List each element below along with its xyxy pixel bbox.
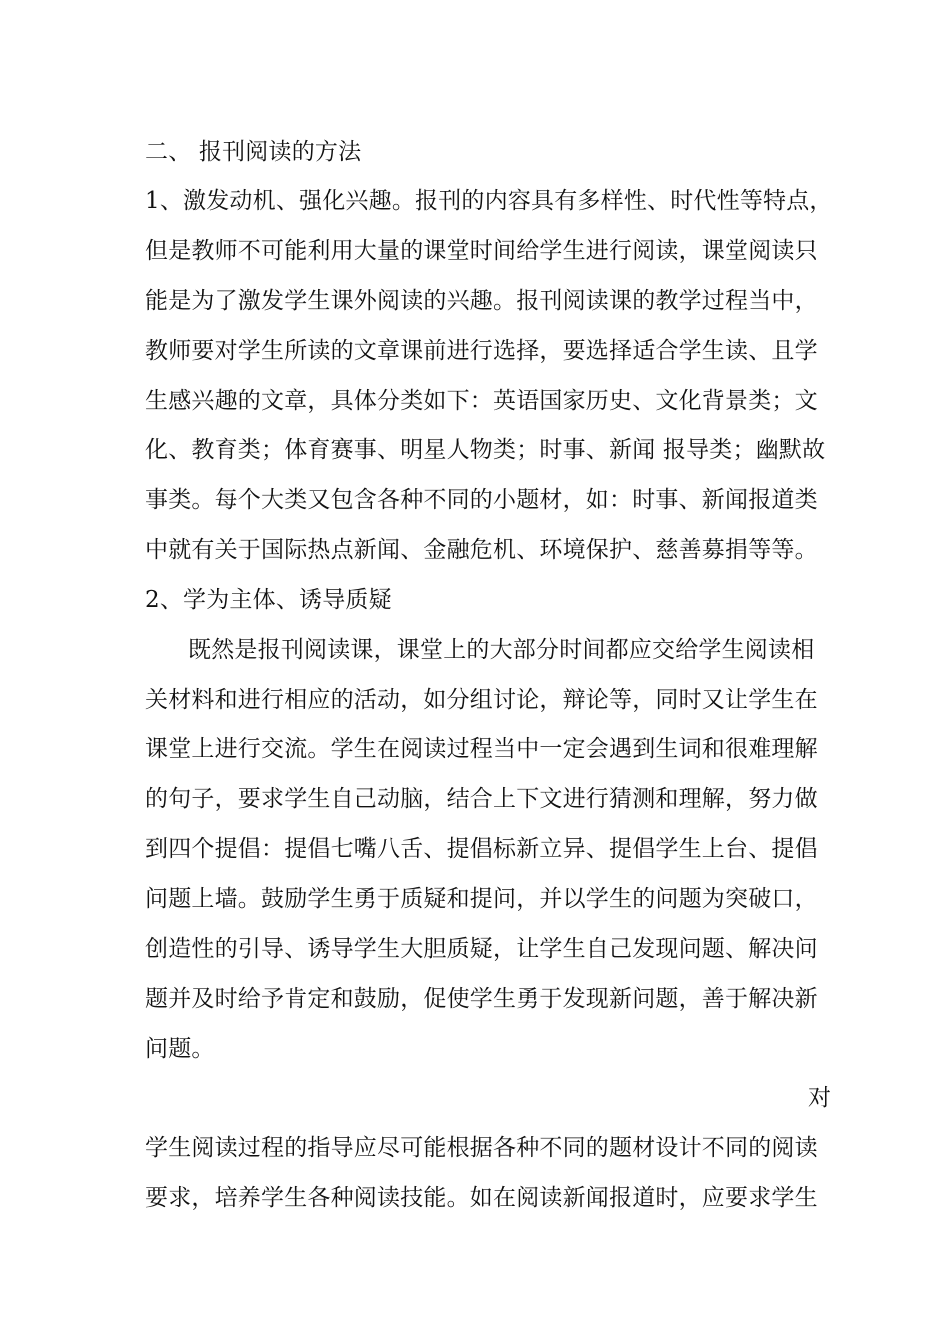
paragraph-line: 既然是报刊阅读课，课堂上的大部分时间都应交给学生阅读相 <box>188 637 815 663</box>
paragraph-line: 要求，培养学生各种阅读技能。如在阅读新闻报道时，应要求学生 <box>145 1185 818 1211</box>
paragraph-line: 创造性的引导、诱导学生大胆质疑，让学生自己发现问题、解决问 <box>145 936 818 962</box>
paragraph-line: 到四个提倡：提倡七嘴八舌、提倡标新立异、提倡学生上台、提倡 <box>145 836 818 862</box>
paragraph-line: 事类。每个大类又包含各种不同的小题材，如：时事、新闻报道类 <box>145 487 818 513</box>
paragraph-line: 问题上墙。鼓励学生勇于质疑和提问，并以学生的问题为突破口， <box>145 886 818 912</box>
paragraph-line: 生感兴趣的文章，具体分类如下：英语国家历史、文化背景类；文 <box>145 388 818 414</box>
paragraph-line: 的句子，要求学生自己动脑，结合上下文进行猜测和理解，努力做 <box>145 786 818 812</box>
paragraph-line: 能是为了激发学生课外阅读的兴趣。报刊阅读课的教学过程当中， <box>145 288 818 314</box>
paragraph-line: 学生阅读过程的指导应尽可能根据各种不同的题材设计不同的阅读 <box>145 1135 818 1161</box>
paragraph-line: 关材料和进行相应的活动，如分组讨论，辩论等，同时又让学生在 <box>145 687 818 713</box>
paragraph-line: 但是教师不可能利用大量的课堂时间给学生进行阅读，课堂阅读只 <box>145 238 818 264</box>
paragraph-line: 1、激发动机、强化兴趣。报刊的内容具有多样性、时代性等特点， <box>145 188 833 214</box>
paragraph-line: 课堂上进行交流。学生在阅读过程当中一定会遇到生词和很难理解 <box>145 736 818 762</box>
paragraph-line: 中就有关于国际热点新闻、金融危机、环境保护、慈善募捐等等。 <box>145 537 818 563</box>
paragraph-line: 题并及时给予肯定和鼓励，促使学生勇于发现新问题，善于解决新 <box>145 986 818 1012</box>
paragraph-line: 教师要对学生所读的文章课前进行选择，要选择适合学生读、且学 <box>145 338 818 364</box>
paragraph-line: 化、教育类；体育赛事、明星人物类；时事、新闻 报导类；幽默故 <box>145 437 826 463</box>
subsection-heading: 2、学为主体、诱导质疑 <box>145 587 392 613</box>
paragraph-line: 对 <box>808 1085 832 1111</box>
paragraph-line: 问题。 <box>145 1036 215 1062</box>
section-heading: 二、 报刊阅读的方法 <box>145 139 362 165</box>
